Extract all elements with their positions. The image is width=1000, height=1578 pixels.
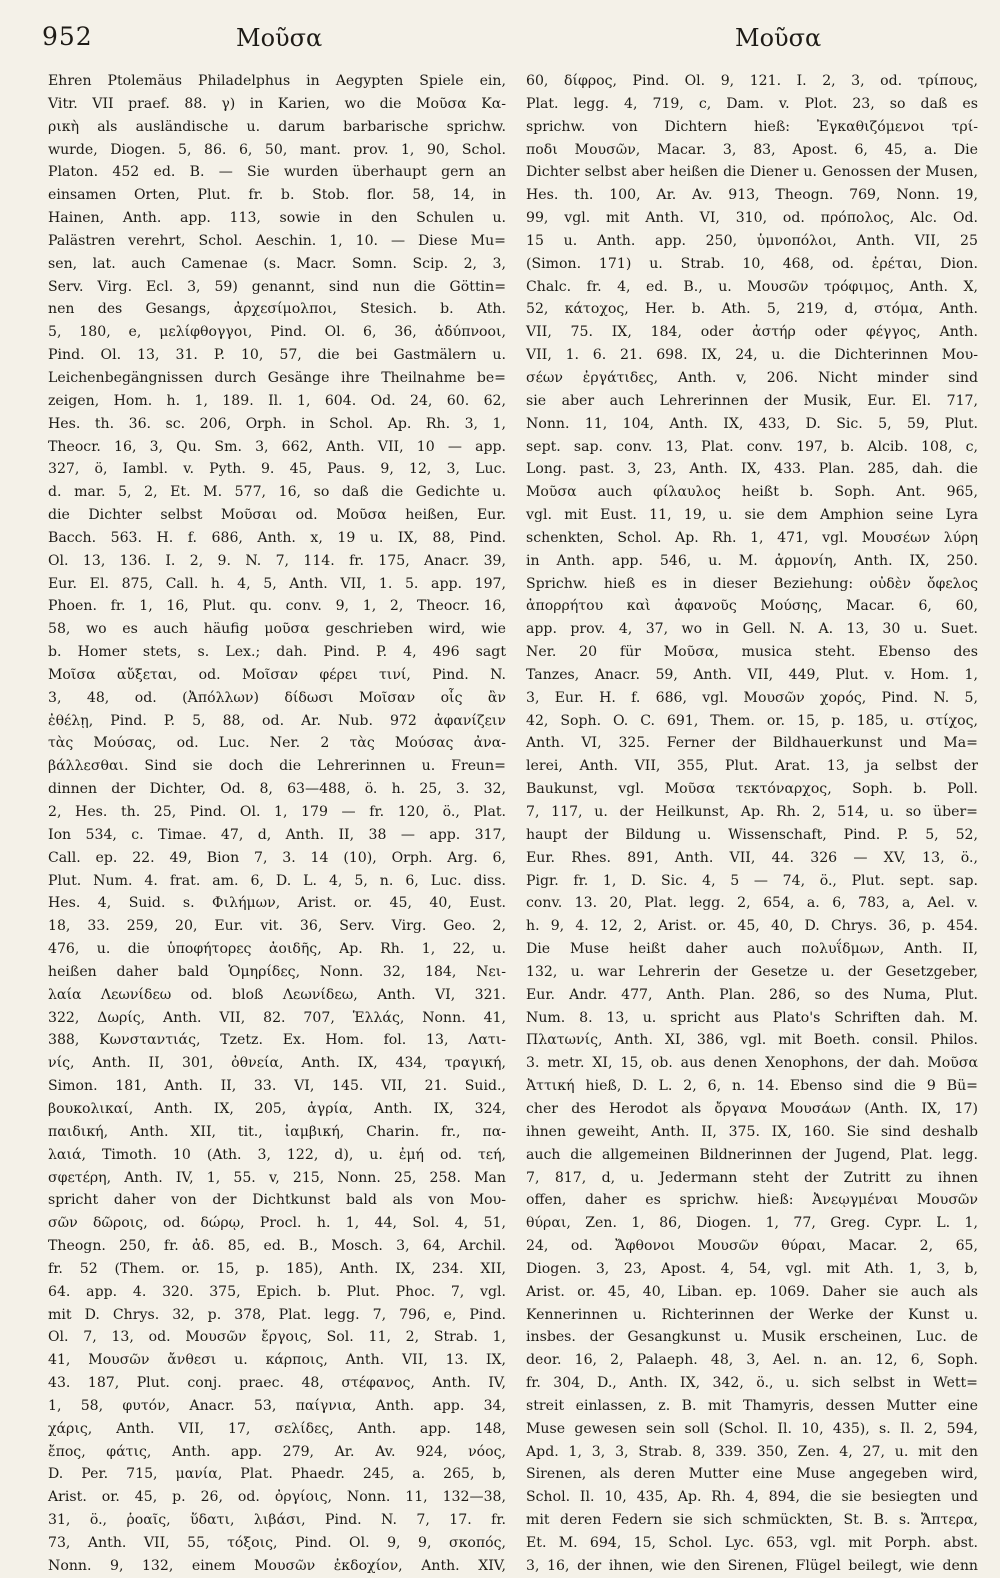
text-line: Ἀττική hieß, D. L. 2, 6, n. 14. Ebenso sind die 9 Bü= <box>526 1078 978 1095</box>
text-line: 132, u. war Lehrerin der Gesetze u. der Gesetzgeber, <box>526 963 978 980</box>
text-line: Eur. Andr. 477, Anth. Plan. 286, so des Numa, Plut. <box>526 986 978 1003</box>
text-line: Long. past. 3, 23, Anth. IX, 433. Plan. 285, dah. die <box>526 461 978 478</box>
text-line: D. Per. 715, μανία, Plat. Phaedr. 245, a. 265, b, <box>48 1466 506 1483</box>
text-line: Muse gewesen sein soll (Schol. Il. 10, 435), s. Il. 2, 594, <box>526 1420 978 1437</box>
text-line: 3, 48, od. (Ἀπόλλων) δίδωσι Μοῖσαν οἷς ἂν <box>48 689 506 706</box>
text-line: 322, Δωρίς, Anth. VII, 82. 707, Ἑλλάς, Nonn. 41, <box>48 1009 506 1026</box>
text-line: b. Homer stets, s. Lex.; dah. Pind. P. 4, 496 sagt <box>48 644 506 661</box>
text-line: Bacch. 563. H. f. 686, Anth. x, 19 u. IX, 88, Pind. <box>48 529 506 546</box>
text-line: 99, vgl. mit Anth. VI, 310, od. πρόπολος, Alc. Od. <box>526 210 978 227</box>
text-line: θύραι, Zen. 1, 86, Diogen. 1, 77, Greg. Cypr. L. 1, <box>526 1215 978 1232</box>
text-line: ἀπορρήτου καὶ ἀφανοῦς Μούσης, Macar. 6, 60, <box>526 598 978 615</box>
text-line: Platon. 452 ed. B. — Sie wurden überhaupt gern an <box>48 164 506 181</box>
text-line: 7, 117, u. der Heilkunst, Ap. Rh. 2, 514, u. so über= <box>526 804 978 820</box>
text-line: Pind. Ol. 13, 31. P. 10, 57, die bei Gastmälern u. <box>48 347 506 364</box>
text-line: Πλατωνίς, Anth. XI, 386, vgl. mit Boeth. consil. Philos. <box>526 1032 978 1049</box>
text-line: Apd. 1, 3, 3, Strab. 8, 339. 350, Zen. 4, 27, u. mit den <box>526 1443 978 1460</box>
text-line: βουκολικαί, Anth. IX, 205, ἀγρία, Anth. IX, 324, <box>48 1100 506 1117</box>
text-line: in Anth. app. 546, u. M. ἁρμονίη, Anth. IX, 250. <box>526 552 978 569</box>
text-line: Chalc. fr. 4, ed. B., u. Μουσῶν τρόφιμος, Anth. X, <box>526 278 978 295</box>
text-line: streit einlassen, z. B. mit Thamyris, dessen Mutter eine <box>526 1397 978 1414</box>
text-line: cher des Herodot als ὄργανα Μουσάων (Anth. IX, 17) <box>526 1100 978 1117</box>
page-header <box>0 20 1000 60</box>
text-line: lerei, Anth. VII, 355, Plut. Arat. 13, ja selbst der <box>526 758 978 775</box>
text-line: Simon. 181, Anth. II, 33. VI, 145. VII, 21. Suid., <box>48 1078 506 1095</box>
text-line: dinnen der Dichter, Od. 8, 63—488, ö. h. 25, 3. 32, <box>48 781 506 798</box>
text-line: offen, daher es sprichw. hieß: Ἀνεῳγμέναι Μουσῶν <box>526 1192 978 1209</box>
text-line: 2, Hes. th. 25, Pind. Ol. 1, 179 — fr. 120, ö., Plat. <box>48 804 506 820</box>
text-line: Dichter selbst aber heißen die Diener u. Genossen der Musen, <box>526 164 978 181</box>
text-line: 388, Κωνσταντιάς, Tzetz. Ex. Hom. fol. 13, Λατι- <box>48 1032 506 1049</box>
text-line: Phoen. fr. 1, 16, Plut. qu. conv. 9, 1, 2, Theocr. 16, <box>48 598 506 615</box>
text-line: 15 u. Anth. app. 250, ὑμνοπόλοι, Anth. VII, 25 <box>526 232 978 249</box>
text-line: Tanzes, Anacr. 59, Anth. VII, 449, Plut. v. Hom. 1, <box>526 666 978 683</box>
text-line: νίς, Anth. II, 301, ὀθνεία, Anth. IX, 434, τραγική, <box>48 1055 506 1072</box>
text-line: Plut. Num. 4. frat. am. 6, D. L. 4, 5, n. 6, Luc. diss. <box>48 872 506 889</box>
text-line: die Dichter selbst Μοῦσαι od. Μοῦσα heißen, Eur. <box>48 507 506 524</box>
text-line: 52, κάτοχος, Her. b. Ath. 5, 219, d, στόμα, Anth. <box>526 301 978 318</box>
text-line: Ehren Ptolemäus Philadelphus in Aegypten Spiele ein, <box>48 73 506 89</box>
text-line: (Simon. 171) u. Strab. 10, 468, od. ἐρέται, Dion. <box>526 255 978 272</box>
text-line: Kennerinnen u. Richterinnen der Werke der Kunst u. <box>526 1306 978 1323</box>
text-line: Theogn. 250, fr. ἀδ. 85, ed. B., Mosch. 3, 64, Archil. <box>48 1238 506 1255</box>
text-line: Leichenbegängnissen durch Gesänge ihre Theilnahme be= <box>48 369 506 386</box>
text-line: Serv. Virg. Ecl. 3, 59) genannt, sind nun die Göttin= <box>48 278 506 295</box>
text-line: Arist. or. 45, p. 26, od. ὀργίοις, Nonn. 11, 132—38, <box>48 1489 506 1506</box>
text-line: 18, 33. 259, 20, Eur. vit. 36, Serv. Virg. Geo. 2, <box>48 918 506 935</box>
text-line: 58, wo es auch häufig μοῦσα geschrieben wird, wie <box>48 621 506 638</box>
text-line: Die Muse heißt daher auch πολυΐδμων, Anth. II, <box>526 941 978 958</box>
text-line: fr. 304, D., Anth. IX, 342, ö., u. sich selbst in Wett= <box>526 1375 978 1392</box>
text-line: 3, Eur. H. f. 686, vgl. Μουσῶν χορός, Pind. N. 5, <box>526 689 978 706</box>
text-line: ihnen geweiht, Anth. II, 375. IX, 160. Sie sind deshalb <box>526 1123 978 1140</box>
text-line: Baukunst, vgl. Μοῦσα τεκτόναρχος, Soph. b. Poll. <box>526 781 978 798</box>
text-line: παιδική, Anth. XII, tit., ἰαμβική, Charin. fr., πα- <box>48 1123 506 1140</box>
text-line: Nonn. 9, 132, einem Μουσῶν ἐκδοχίον, Anth. XIV, <box>48 1557 506 1574</box>
text-line: Ner. 20 für Μοῦσα, musica steht. Ebenso des <box>526 644 978 661</box>
text-line: ἔπος, φάτις, Anth. app. 279, Ar. Av. 924, νόος, <box>48 1443 506 1460</box>
text-line: 3. metr. XI, 15, ob. aus denen Xenophons, der dah. Μοῦσα <box>526 1055 978 1072</box>
text-line: mit deren Federn sie sich schmückten, St. B. s. Ἄπτερα, <box>526 1512 978 1529</box>
text-line: 5, 180, e, μελίφθογγοι, Pind. Ol. 6, 36, ἀδύπνοοι, <box>48 324 506 341</box>
text-line: Schol. Il. 10, 435, Ap. Rh. 4, 894, die sie besiegten und <box>526 1489 978 1506</box>
text-line: Diogen. 3, 23, Apost. 4, 54, vgl. mit Ath. 1, 3, b, <box>526 1260 978 1277</box>
text-line: Ol. 13, 136. I. 2, 9. N. 7, 114. fr. 175, Anacr. 39, <box>48 552 506 569</box>
text-line: insbes. der Gesangkunst u. Musik erscheinen, Luc. de <box>526 1329 978 1346</box>
left-column <box>48 70 506 1574</box>
text-line: Hes. th. 100, Ar. Av. 913, Theogn. 769, Nonn. 19, <box>526 187 978 204</box>
text-line: spricht daher von der Dichtkunst bald als von Μου- <box>48 1192 506 1209</box>
text-line: Eur. Rhes. 891, Anth. VII, 44. 326 — XV, 13, ö., <box>526 849 978 866</box>
text-line: VII, 75. IX, 184, oder ἀστήρ oder φέγγος, Anth. <box>526 324 978 341</box>
text-line: σέων ἐργάτιδες, Anth. v, 206. Nicht minder sind <box>526 369 978 386</box>
text-line: sprichw. von Dichtern hieß: Ἐγκαθιζόμενοι τρί- <box>526 118 978 135</box>
text-line: mit D. Chrys. 32, p. 378, Plat. legg. 7, 796, e, Pind. <box>48 1306 506 1323</box>
text-line: nen des Gesangs, ἀρχεσίμολποι, Stesich. b. Ath. <box>48 301 506 318</box>
text-line: heißen daher bald Ὁμηρίδες, Nonn. 32, 184, Νει- <box>48 963 506 980</box>
text-line: Et. M. 694, 15, Schol. Lyc. 653, vgl. mit Porph. abst. <box>526 1535 978 1551</box>
text-line: Hes. 4, Suid. s. Φιλήμων, Arist. or. 45, 40, Eust. <box>48 895 506 912</box>
text-line: Palästren verehrt, Schol. Aeschin. 1, 10. — Diese Mu= <box>48 232 506 249</box>
running-headword-left: Μοῦσα <box>236 24 323 52</box>
right-column <box>526 70 978 1574</box>
text-line: fr. 52 (Them. or. 15, p. 185), Anth. IX, 234. XII, <box>48 1260 506 1277</box>
text-line: Eur. El. 875, Call. h. 4, 5, Anth. VII, 1. 5. app. 197, <box>48 575 506 592</box>
text-line: VII, 1. 6. 21. 698. IX, 24, u. die Dichterinnen Μου- <box>526 347 978 364</box>
text-line: βάλλεσθαι. Sind sie doch die Lehrerinnen u. Freun= <box>48 758 506 775</box>
text-line: 3, 16, der ihnen, wie den Sirenen, Flügel beilegt, wie denn <box>526 1557 978 1574</box>
text-line: Sprichw. hieß es in dieser Beziehung: οὐδὲν ὄφελος <box>526 575 978 592</box>
text-line: 24, od. Ἄφθονοι Μουσῶν θύραι, Macar. 2, 65, <box>526 1238 978 1255</box>
text-line: 60, δίφρος, Pind. Ol. 9, 121. I. 2, 3, od. τρίπους, <box>526 73 978 89</box>
text-line: 64. app. 4. 320. 375, Epich. b. Plut. Phoc. 7, vgl. <box>48 1283 506 1300</box>
text-line: σῶν δῶροις, od. δώρῳ, Procl. h. 1, 44, Sol. 4, 51, <box>48 1215 506 1232</box>
text-line: Nonn. 11, 104, Anth. IX, 433, D. Sic. 5, 59, Plut. <box>526 415 978 432</box>
text-line: Anth. VI, 325. Ferner der Bildhauerkunst und Ma= <box>526 735 978 752</box>
text-line: 42, Soph. O. C. 691, Them. or. 15, p. 185, u. στίχος, <box>526 712 978 729</box>
text-line: λαία Λεωνίδεω od. bloß Λεωνίδεω, Anth. VI, 321. <box>48 986 506 1003</box>
text-line: Num. 8. 13, u. spricht aus Plato's Schriften dah. M. <box>526 1009 978 1026</box>
text-line: Pigr. fr. 1, D. Sic. 4, 5 — 74, ö., Plut. sept. sap. <box>526 872 978 889</box>
text-line: χάρις, Anth. VII, 17, σελίδες, Anth. app. 148, <box>48 1420 506 1437</box>
text-line: 327, ö, Iambl. v. Pyth. 9. 45, Paus. 9, 12, 3, Luc. <box>48 461 506 478</box>
text-line: 31, ö., ῥοαῖς, ὕδατι, λιβάσι, Pind. N. 7, 17. fr. <box>48 1512 506 1529</box>
text-line: app. prov. 4, 37, wo in Gell. N. A. 13, 30 u. Suet. <box>526 621 978 638</box>
text-line: 41, Μουσῶν ἄνθεσι u. κάρποις, Anth. VII, 13. IX, <box>48 1352 506 1369</box>
text-line: schenkten, Schol. Ap. Rh. 1, 471, vgl. Μουσέων λύρη <box>526 529 978 546</box>
text-line: sept. sap. conv. 13, Plat. conv. 197, b. Alcib. 108, c, <box>526 438 978 455</box>
text-line: 476, u. die ὑποφήτορες ἀοιδῆς, Ap. Rh. 1, 22, u. <box>48 941 506 958</box>
text-line: Μοῖσα αὔξεται, od. Μοῖσαν φέρει τινί, Pind. N. <box>48 666 506 683</box>
text-line: deor. 16, 2, Palaeph. 48, 3, Ael. n. an. 12, 6, Soph. <box>526 1352 978 1369</box>
text-line: conv. 13. 20, Plat. legg. 2, 654, a. 6, 783, a, Ael. v. <box>526 895 978 912</box>
text-line: 73, Anth. VII, 55, τόξοις, Pind. Ol. 9, 9, σκοπός, <box>48 1535 506 1551</box>
text-line: sen, lat. auch Camenae (s. Macr. Somn. Scip. 2, 3, <box>48 255 506 272</box>
text-line: zeigen, Hom. h. 1, 189. Il. 1, 604. Od. 24, 60. 62, <box>48 392 506 409</box>
text-line: h. 9, 4. 12, 2, Arist. or. 45, 40, D. Chrys. 36, p. 454. <box>526 918 978 935</box>
text-line: Arist. or. 45, 40, Liban. ep. 1069. Daher sie auch als <box>526 1283 978 1300</box>
text-line: auch die allgemeinen Bildnerinnen der Jugend, Plat. legg. <box>526 1146 978 1163</box>
text-line: 7, 817, d, u. Jedermann steht der Zutritt zu ihnen <box>526 1169 978 1186</box>
text-line: σφετέρη, Anth. IV, 1, 55. v, 215, Nonn. 25, 258. Man <box>48 1169 506 1186</box>
text-line: Hes. th. 36. sc. 206, Orph. in Schol. Ap. Rh. 3, 1, <box>48 415 506 432</box>
text-line: ρικὴ als ausländische u. darum barbarische sprichw. <box>48 118 506 135</box>
text-line: Ion 534, c. Timae. 47, d, Anth. II, 38 — app. 317, <box>48 826 506 843</box>
text-line: sie aber auch Lehrerinnen der Musik, Eur. El. 717, <box>526 392 978 409</box>
text-line: wurde, Diogen. 5, 86. 6, 50, mant. prov. 1, 90, Schol. <box>48 141 506 158</box>
text-line: Μοῦσα auch φίλαυλος heißt b. Soph. Ant. 965, <box>526 484 978 501</box>
page-number: 952 <box>42 22 93 51</box>
text-line: Theocr. 16, 3, Qu. Sm. 3, 662, Anth. VII, 10 — app. <box>48 438 506 455</box>
text-line: ἐθέλῃ, Pind. P. 5, 88, od. Ar. Nub. 972 ἀφανίζειν <box>48 712 506 729</box>
text-line: Vitr. VII praef. 88. γ) in Karien, wo die Μοῦσα Κα- <box>48 95 506 112</box>
text-line: Hainen, Anth. app. 113, sowie in den Schulen u. <box>48 210 506 227</box>
text-line: haupt der Bildung u. Wissenschaft, Pind. P. 5, 52, <box>526 826 978 843</box>
text-line: λαιά, Timoth. 10 (Ath. 3, 122, d), u. ἐμή od. τεή, <box>48 1146 506 1163</box>
text-line: 43. 187, Plut. conj. praec. 48, στέφανος, Anth. IV, <box>48 1375 506 1392</box>
text-line: Ol. 7, 13, od. Μουσῶν ἔργοις, Sol. 11, 2, Strab. 1, <box>48 1329 506 1346</box>
text-line: Sirenen, als deren Mutter eine Muse angegeben wird, <box>526 1466 978 1483</box>
text-line: τὰς Μούσας, od. Luc. Ner. 2 τὰς Μούσας ἀνα- <box>48 735 506 752</box>
text-line: d. mar. 5, 2, Et. M. 577, 16, so daß die Gedichte u. <box>48 484 506 501</box>
text-line: einsamen Orten, Plut. fr. b. Stob. flor. 58, 14, in <box>48 187 506 204</box>
running-headword-right: Μοῦσα <box>735 24 822 52</box>
text-line: 1, 58, φυτόν, Anacr. 53, παίγνια, Anth. app. 34, <box>48 1397 506 1414</box>
text-line: ποδι Μουσῶν, Macar. 3, 83, Apost. 6, 45, a. Die <box>526 141 978 158</box>
text-line: Call. ep. 22. 49, Bion 7, 3. 14 (10), Orph. Arg. 6, <box>48 849 506 866</box>
text-line: Plat. legg. 4, 719, c, Dam. v. Plot. 23, so daß es <box>526 95 978 112</box>
text-line: vgl. mit Eust. 11, 19, u. sie dem Amphion seine Lyra <box>526 507 978 524</box>
